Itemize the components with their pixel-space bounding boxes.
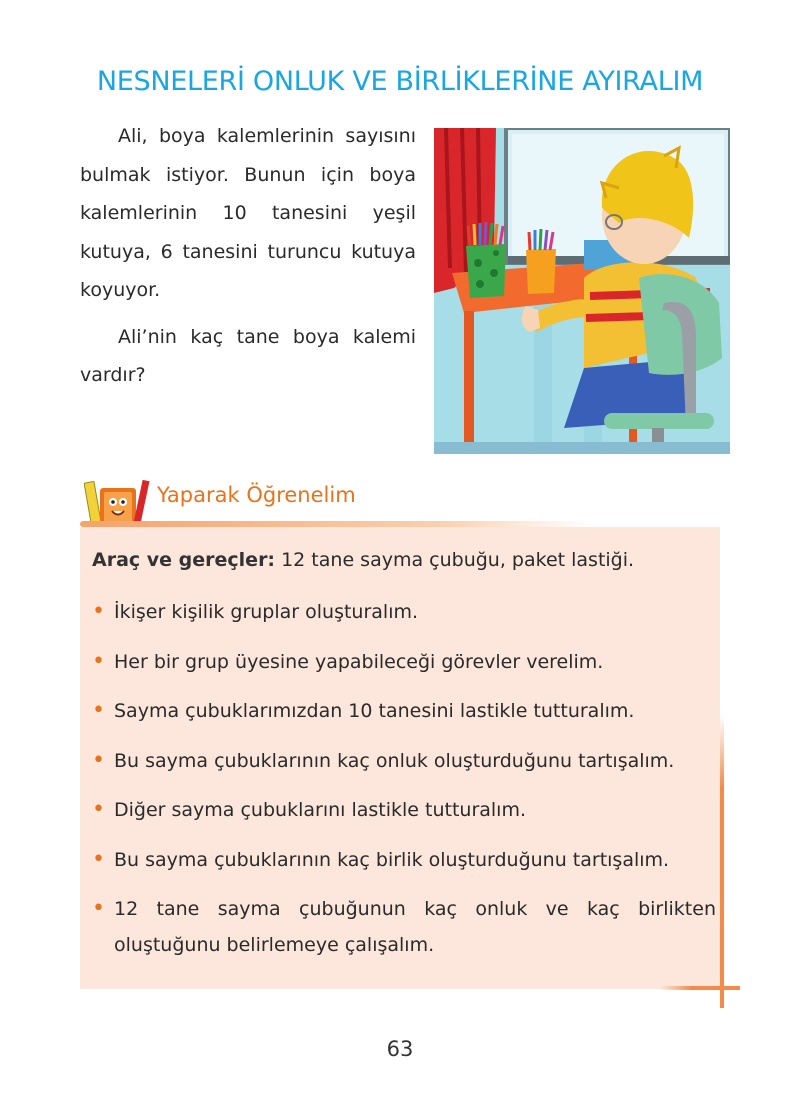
- bullet-icon: •: [92, 698, 105, 723]
- step-text: Her bir grup üyesine yapabileceği görevler verelim.: [114, 650, 604, 673]
- list-item: [92, 644, 716, 680]
- boy-at-desk-illustration: [434, 128, 730, 454]
- list-item: [92, 693, 716, 729]
- step-text: Diğer sayma çubuklarını lastikle tutturalım.: [114, 799, 527, 821]
- box-right-border: [720, 715, 724, 1008]
- list-item: [92, 594, 716, 630]
- page-title: NESNELERİ ONLUK VE BİRLİKLERİNE AYIRALIM: [96, 66, 704, 97]
- list-item: [92, 842, 716, 878]
- bullet-icon: •: [92, 648, 105, 674]
- tools-line: [92, 549, 634, 571]
- step-text: 12 tane sayma çubuğunun kaç onluk ve kaç birlikten oluştuğunu belirlemeye çalışalım.: [114, 898, 716, 956]
- step-text: Bu sayma çubuklarının kaç birlik oluşturduğunu tartışalım.: [114, 848, 670, 871]
- bullet-icon: •: [92, 797, 105, 822]
- intro-paragraph-2: Ali’nin kaç tane boya kalemi vardır?: [80, 325, 416, 386]
- list-item: [92, 891, 716, 963]
- bullet-icon: •: [92, 599, 105, 624]
- bullet-icon: •: [92, 846, 105, 872]
- step-text: Bu sayma çubuklarının kaç onluk oluşturduğunu tartışalım.: [114, 749, 675, 772]
- bullet-icon: •: [92, 896, 105, 921]
- intro-paragraph-1: Ali, boya kalemlerinin sayısını bulmak istiyor. Bunun için boya kalemlerinin 10 tanesini yeşil kutuya, 6 tanesini turuncu kutuya koyuyor.: [80, 125, 416, 301]
- tools-label: Araç ve gereçler:: [92, 549, 276, 571]
- intro-text: [80, 117, 416, 403]
- list-item: [92, 792, 716, 828]
- step-text: İkişer kişilik gruplar oluşturalım.: [114, 601, 419, 623]
- box-bottom-border: [660, 986, 740, 990]
- list-item: [92, 743, 716, 779]
- bullet-icon: •: [92, 747, 105, 773]
- page-number: 63: [386, 1037, 414, 1061]
- section-title: Yaparak Öğrenelim: [157, 483, 356, 507]
- step-text: Sayma çubuklarımızdan 10 tanesini lastikle tutturalım.: [114, 700, 635, 722]
- tools-text: 12 tane sayma çubuğu, paket lastiği.: [275, 549, 635, 571]
- steps-list: [92, 594, 716, 977]
